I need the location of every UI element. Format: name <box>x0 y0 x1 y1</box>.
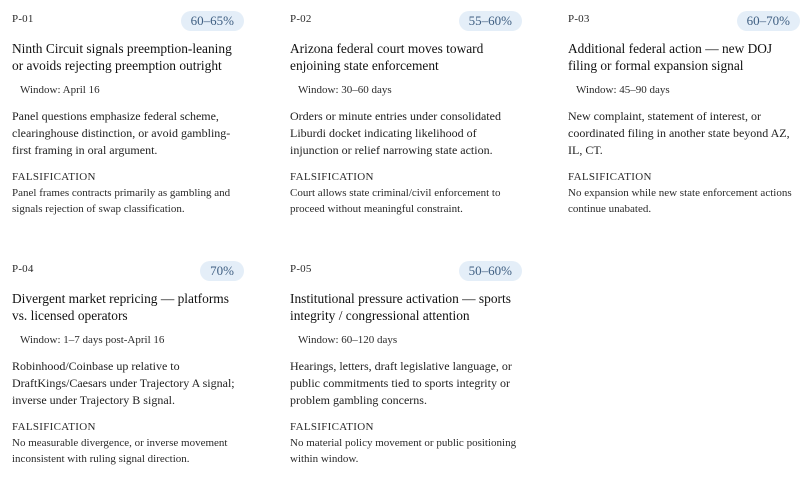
prediction-window: Window: 45–90 days <box>576 84 670 96</box>
prediction-window: Window: 1–7 days post-April 16 <box>20 334 165 346</box>
prediction-id: P-03 <box>568 13 590 25</box>
prediction-body: New complaint, statement of interest, or coordinated filing in another state beyond AZ, IL, CT. <box>568 109 790 157</box>
prediction-id: P-04 <box>12 263 34 275</box>
prediction-id: P-01 <box>12 13 34 25</box>
card-header <box>12 262 244 286</box>
prediction-card-p02 <box>290 12 522 217</box>
prediction-card-p05 <box>290 262 522 467</box>
probability-badge: 60–70% <box>737 11 800 31</box>
prediction-id: P-02 <box>290 13 312 25</box>
prediction-id: P-05 <box>290 263 312 275</box>
card-header <box>12 12 244 36</box>
prediction-grid <box>12 12 809 480</box>
prediction-card-p01 <box>12 12 244 217</box>
falsification-text: No material policy movement or public positioning within window. <box>290 437 517 465</box>
falsification-text: No measurable divergence, or inverse movement inconsistent with ruling signal direction. <box>12 437 228 465</box>
probability-badge: 50–60% <box>459 261 522 281</box>
falsification-label: FALSIFICATION <box>290 171 374 183</box>
prediction-window: Window: 30–60 days <box>298 84 392 96</box>
prediction-body: Hearings, letters, draft legislative language, or public commitments tied to sports integrity or problem gambling concerns. <box>290 359 512 407</box>
falsification-label: FALSIFICATION <box>12 421 96 433</box>
prediction-card-p03 <box>568 12 800 217</box>
falsification-label: FALSIFICATION <box>568 171 652 183</box>
prediction-body: Orders or minute entries under consolidated Liburdi docket indicating likelihood of injunction or relief narrowing state action. <box>290 109 501 157</box>
card-header <box>290 262 522 286</box>
falsification-label: FALSIFICATION <box>290 421 374 433</box>
prediction-body: Panel questions emphasize federal scheme, clearinghouse distinction, or avoid gambling-first framing in oral argument. <box>12 109 231 157</box>
prediction-card-p04 <box>12 262 244 467</box>
probability-badge: 60–65% <box>181 11 244 31</box>
probability-badge: 55–60% <box>459 11 522 31</box>
falsification-text: Panel frames contracts primarily as gambling and signals rejection of swap classification. <box>12 187 231 215</box>
card-header <box>568 12 800 36</box>
falsification-text: No expansion while new state enforcement actions continue unabated. <box>568 187 792 215</box>
prediction-title: Arizona federal court moves toward enjoining state enforcement <box>290 41 484 73</box>
prediction-title: Additional federal action — new DOJ filing or formal expansion signal <box>568 41 773 73</box>
prediction-title: Divergent market repricing — platforms vs. licensed operators <box>12 291 229 323</box>
prediction-title: Ninth Circuit signals preemption-leaning or avoids rejecting preemption outright <box>12 41 232 73</box>
falsification-label: FALSIFICATION <box>12 171 96 183</box>
prediction-window: Window: 60–120 days <box>298 334 398 346</box>
prediction-title: Institutional pressure activation — sports integrity / congressional attention <box>290 291 511 323</box>
probability-badge: 70% <box>200 261 244 281</box>
prediction-body: Robinhood/Coinbase up relative to DraftKings/Caesars under Trajectory A signal; inverse under Trajectory B signal. <box>12 359 235 407</box>
falsification-text: Court allows state criminal/civil enforcement to proceed without meaningful constraint. <box>290 187 501 215</box>
card-header <box>290 12 522 36</box>
prediction-window: Window: April 16 <box>20 84 100 96</box>
